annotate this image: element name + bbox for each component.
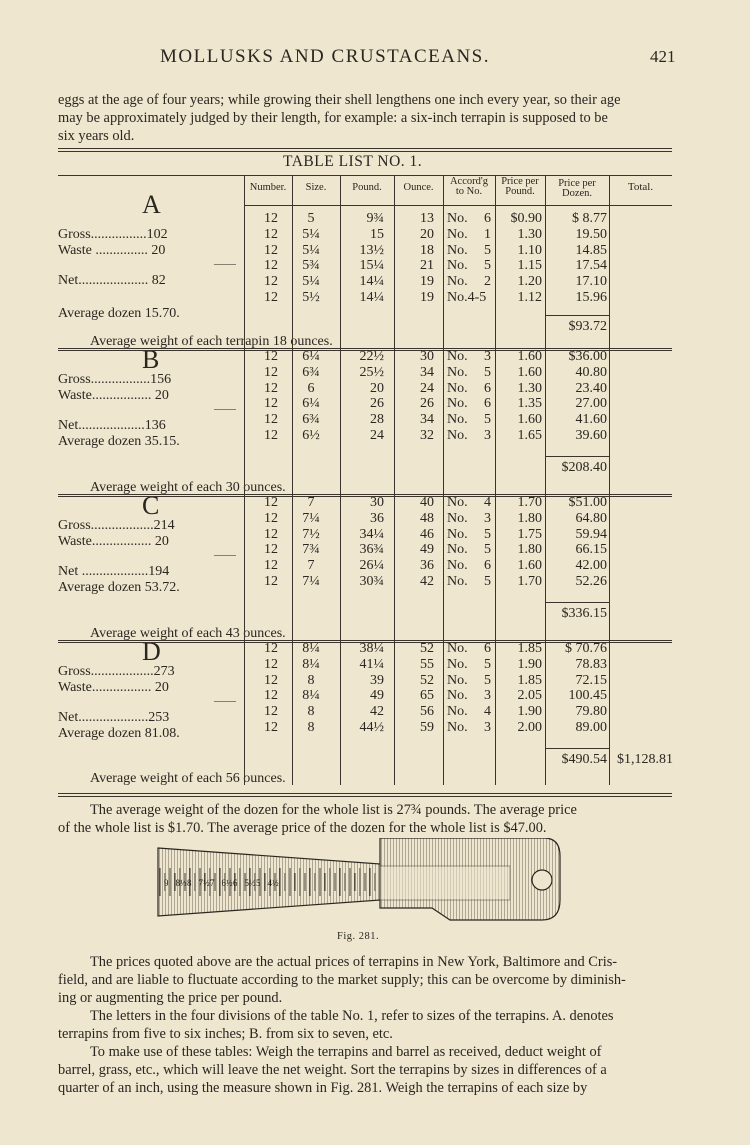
cell-ounce: 49: [420, 542, 434, 558]
cell-number: 12: [264, 672, 278, 688]
cell-size: 7: [307, 558, 315, 574]
cell-ounce: 24: [420, 380, 434, 396]
cell-number: 12: [264, 242, 278, 258]
cell-accord-label: No.: [447, 258, 468, 274]
cell-accord-no: 6: [484, 396, 491, 412]
section-rule: [58, 494, 672, 495]
col-header-pound: Pound.: [352, 182, 382, 193]
cell-pound: 30¾: [359, 574, 384, 589]
cell-size: 7: [307, 495, 315, 510]
body-line-3: ing or augmenting the price per pound.: [58, 990, 283, 1006]
grand-total: $1,128.81: [617, 752, 673, 767]
cell-number: 12: [264, 380, 278, 396]
section-rule-2: [58, 496, 672, 497]
cell-accord-no: 6: [484, 211, 491, 226]
body-line-5: terrapins from five to six inches; B. from six to seven, etc.: [58, 1026, 393, 1042]
col-header-size: Size.: [305, 182, 327, 193]
body-line-1: The prices quoted above are the actual prices of terrapins in New York, Baltimore and Cris-: [90, 954, 618, 970]
cell-size: 7½: [302, 526, 320, 542]
section-rule-2: [58, 642, 672, 643]
ruler-mark: 7½: [198, 878, 210, 888]
cell-accord-no: 5: [484, 258, 491, 274]
cell-number: 12: [264, 349, 278, 364]
cell-ounce: 30: [420, 349, 434, 364]
cell-size: 7¼: [302, 574, 320, 589]
summary-line-1: The average weight of the dozen for the whole list is 27¾ pounds. The average price: [90, 802, 577, 818]
cell-size: 8: [307, 704, 315, 720]
cell-accord-no: 6: [484, 641, 491, 656]
column-rule: [495, 176, 496, 785]
cell-size: 8¼: [302, 641, 320, 656]
col-header-to-no: to No.: [455, 186, 483, 197]
cell-pound: 38¼: [359, 641, 384, 656]
cell-price-per-dozen: $36.00: [568, 349, 607, 364]
col-header-ounce: Ounce.: [403, 182, 434, 193]
column-rule: [545, 176, 546, 785]
cell-ounce: 32: [420, 428, 434, 443]
cell-price-per-dozen: 42.00: [575, 558, 607, 574]
body-line-8: quarter of an inch, using the measure shown in Fig. 281. Weigh the terrapins of each size by: [58, 1080, 588, 1096]
summary-line-2: of the whole list is $1.70. The average price of the dozen for the whole list is $47.00.: [58, 820, 547, 836]
average-dozen: Average dozen 15.70.: [58, 306, 180, 321]
cell-size: 6½: [302, 428, 320, 443]
cell-number: 12: [264, 396, 278, 412]
cell-pound: 44½: [359, 720, 384, 735]
cell-accord-no: 4: [484, 704, 491, 720]
cell-accord-label: No.: [447, 211, 468, 226]
cell-price-per-pound: 1.75: [517, 526, 542, 542]
cell-accord-no: 6: [484, 558, 491, 574]
column-rule: [340, 176, 341, 785]
ruler-mark: 6: [233, 878, 238, 888]
net-line: Net.................... 82: [58, 273, 166, 288]
cell-price-per-dozen: $51.00: [568, 495, 607, 510]
body-line-7: barrel, grass, etc., which will leave the net weight. Sort the terrapins by sizes in differences of a: [58, 1062, 607, 1078]
intro-line-1: eggs at the age of four years; while growing their shell lengthens one inch every year, so their age: [58, 92, 621, 108]
subtotal: $93.72: [568, 319, 607, 334]
cell-price-per-pound: 1.70: [517, 574, 542, 589]
cell-pound: 14¼: [359, 274, 384, 290]
waste-line: Waste ............... 20: [58, 243, 166, 258]
figure-caption: Fig. 281.: [337, 931, 380, 942]
subtotal-rule: [545, 748, 609, 749]
col-header-price-per-dozen-1: Price per: [558, 178, 596, 189]
page-number: 421: [650, 47, 676, 66]
summary-top-rule-2: [58, 796, 672, 797]
cell-pound: 14¼: [359, 290, 384, 305]
cell-price-per-pound: 1.30: [517, 226, 542, 242]
cell-accord-label: No.: [447, 641, 468, 656]
cell-accord-no: 6: [484, 380, 491, 396]
cell-accord-label: No.: [447, 510, 468, 526]
cell-size: 7¾: [302, 542, 320, 558]
cell-accord-label: No.: [447, 574, 468, 589]
cell-accord-no: 3: [484, 688, 491, 704]
cell-accord-label: No.: [447, 688, 468, 704]
dash-line: ——: [214, 695, 236, 707]
cell-pound: 36: [370, 510, 384, 526]
section-letter: C: [142, 491, 160, 520]
cell-price-per-dozen: 41.60: [575, 412, 607, 428]
ruler-mark: 5: [256, 878, 261, 888]
column-rule: [443, 176, 444, 785]
cell-ounce: 48: [420, 510, 434, 526]
cell-price-per-dozen: 64.80: [575, 510, 607, 526]
col-header-according: Accord'g: [449, 176, 489, 187]
cell-accord-no: 5: [484, 574, 491, 589]
cell-accord-label: No.: [447, 720, 468, 735]
cell-accord-label: No.: [447, 558, 468, 574]
cell-accord-no: 4: [484, 495, 491, 510]
col-header-price-per-dozen-2: Dozen.: [561, 188, 593, 199]
cell-price-per-dozen: 19.50: [575, 226, 607, 242]
cell-accord-no: 2: [484, 274, 491, 290]
gross-line: Gross..................273: [58, 664, 175, 679]
subtotal-rule: [545, 602, 609, 603]
body-line-6: To make use of these tables: Weigh the terrapins and barrel as received, deduct weight of: [90, 1044, 602, 1060]
cell-accord-label: No.: [447, 364, 468, 380]
cell-accord-label: No.: [447, 495, 468, 510]
col-header-price-per-pound-1: Price per: [501, 176, 539, 187]
cell-pound: 39: [370, 672, 384, 688]
cell-accord-no: 3: [484, 428, 491, 443]
cell-ounce: 34: [420, 412, 434, 428]
cell-ounce: 56: [420, 704, 434, 720]
cell-price-per-pound: 1.65: [517, 428, 542, 443]
cell-accord-label: No.: [447, 226, 468, 242]
cell-accord-label: No.: [447, 704, 468, 720]
cell-ounce: 19: [420, 274, 434, 290]
summary-top-rule: [58, 793, 672, 794]
cell-ounce: 40: [420, 495, 434, 510]
cell-price-per-pound: 2.00: [517, 720, 542, 735]
cell-accord-no: 1: [484, 226, 491, 242]
subtotal: $490.54: [561, 752, 607, 767]
table-header-bottom-rule: [244, 205, 672, 206]
subtotal-rule: [545, 456, 609, 457]
gross-line: Gross..................214: [58, 518, 175, 533]
cell-price-per-pound: 1.15: [517, 258, 542, 274]
cell-ounce: 20: [420, 226, 434, 242]
table-top-rule-2: [58, 151, 672, 152]
table-title: TABLE LIST NO. 1.: [283, 153, 423, 170]
cell-size: 8: [307, 672, 315, 688]
cell-price-per-dozen: 89.00: [575, 720, 607, 735]
cell-size: 6¼: [302, 349, 320, 364]
cell-pound: 49: [370, 688, 384, 704]
cell-accord-label: No.: [447, 542, 468, 558]
section-letter: B: [142, 345, 160, 374]
cell-ounce: 59: [420, 720, 434, 735]
subtotal: $208.40: [561, 460, 607, 475]
cell-pound: 26: [370, 396, 384, 412]
ruler-mark: 6½: [221, 878, 233, 888]
cell-number: 12: [264, 704, 278, 720]
cell-pound: 42: [370, 704, 384, 720]
cell-number: 12: [264, 364, 278, 380]
cell-size: 8¼: [302, 688, 320, 704]
cell-price-per-pound: 1.70: [517, 495, 542, 510]
cell-ounce: 26: [420, 396, 434, 412]
gross-line: Gross.................156: [58, 372, 172, 387]
cell-pound: 15¼: [359, 258, 384, 274]
cell-accord-no: 3: [484, 510, 491, 526]
column-rule: [292, 176, 293, 785]
cell-pound: 41¼: [359, 656, 384, 672]
cell-pound: 25½: [359, 364, 384, 380]
cell-accord-label: No.: [447, 274, 468, 290]
cell-price-per-dozen: 66.15: [575, 542, 607, 558]
cell-number: 12: [264, 526, 278, 542]
cell-accord-label: No.: [447, 526, 468, 542]
cell-number: 12: [264, 574, 278, 589]
cell-pound: 20: [370, 380, 384, 396]
cell-number: 12: [264, 720, 278, 735]
cell-ounce: 18: [420, 242, 434, 258]
cell-number: 12: [264, 656, 278, 672]
cell-pound: 9¾: [366, 211, 384, 226]
cell-price-per-dozen: 17.10: [575, 274, 607, 290]
cell-number: 12: [264, 211, 278, 226]
cell-ounce: 52: [420, 672, 434, 688]
cell-pound: 30: [370, 495, 384, 510]
cell-number: 12: [264, 688, 278, 704]
ruler-mark: 4½: [267, 878, 279, 888]
body-line-4: The letters in the four divisions of the table No. 1, refer to sizes of the terrapins. A. denotes: [90, 1008, 614, 1024]
cell-price-per-pound: 1.10: [517, 242, 542, 258]
net-line: Net....................253: [58, 710, 170, 725]
subtotal-rule: [545, 315, 609, 316]
cell-price-per-pound: 1.35: [517, 396, 542, 412]
table-top-rule: [58, 148, 672, 149]
cell-size: 5¼: [302, 226, 320, 242]
cell-size: 6: [307, 380, 315, 396]
average-weight: Average weight of each terrapin 18 ounces.: [90, 334, 333, 349]
average-dozen: Average dozen 35.15.: [58, 434, 180, 449]
cell-ounce: 55: [420, 656, 434, 672]
section-letter: A: [142, 190, 161, 219]
cell-ounce: 42: [420, 574, 434, 589]
net-line: Net...................136: [58, 418, 166, 433]
section-rule: [58, 348, 672, 349]
ruler-mark: 9: [164, 878, 169, 888]
cell-accord-label: No.4-5: [447, 290, 487, 305]
cell-number: 12: [264, 510, 278, 526]
cell-accord-label: No.: [447, 242, 468, 258]
dash-line: ——: [214, 549, 236, 561]
cell-price-per-dozen: 52.26: [575, 574, 607, 589]
cell-price-per-pound: 1.60: [517, 364, 542, 380]
average-dozen: Average dozen 81.08.: [58, 726, 180, 741]
cell-ounce: 46: [420, 526, 434, 542]
cell-ounce: 19: [420, 290, 434, 305]
table-header-top-rule: [58, 175, 672, 176]
cell-pound: 15: [370, 226, 384, 242]
cell-accord-no: 5: [484, 542, 491, 558]
average-dozen: Average dozen 53.72.: [58, 580, 180, 595]
intro-line-3: six years old.: [58, 128, 135, 144]
cell-size: 5¼: [302, 274, 320, 290]
cell-accord-no: 5: [484, 526, 491, 542]
cell-price-per-dozen: 39.60: [575, 428, 607, 443]
cell-pound: 34¼: [359, 526, 384, 542]
terrapin-measure-figure: [150, 838, 570, 930]
cell-pound: 13½: [359, 242, 384, 258]
cell-price-per-dozen: 72.15: [575, 672, 607, 688]
cell-price-per-pound: 1.60: [517, 412, 542, 428]
cell-pound: 28: [370, 412, 384, 428]
gauge-hole: [532, 870, 552, 890]
cell-size: 5¾: [302, 258, 320, 274]
cell-price-per-dozen: 78.83: [575, 656, 607, 672]
section-rule-2: [58, 350, 672, 351]
cell-ounce: 21: [420, 258, 434, 274]
cell-price-per-pound: 1.85: [517, 641, 542, 656]
cell-number: 12: [264, 641, 278, 656]
cell-price-per-pound: 1.90: [517, 704, 542, 720]
cell-ounce: 52: [420, 641, 434, 656]
cell-accord-label: No.: [447, 349, 468, 364]
column-rule: [244, 176, 245, 785]
cell-size: 7¼: [302, 510, 320, 526]
waste-line: Waste................. 20: [58, 680, 169, 695]
cell-accord-no: 5: [484, 242, 491, 258]
cell-price-per-pound: 1.60: [517, 558, 542, 574]
average-weight: Average weight of each 30 ounces.: [90, 480, 286, 495]
cell-price-per-dozen: 27.00: [575, 396, 607, 412]
cell-price-per-pound: 1.20: [517, 274, 542, 290]
cell-pound: 24: [370, 428, 384, 443]
cell-price-per-pound: 1.12: [517, 290, 542, 305]
cell-price-per-dozen: $ 70.76: [565, 641, 607, 656]
cell-price-per-dozen: 23.40: [575, 380, 607, 396]
cell-accord-label: No.: [447, 396, 468, 412]
cell-number: 12: [264, 290, 278, 305]
cell-accord-no: 3: [484, 720, 491, 735]
cell-price-per-pound: 1.90: [517, 656, 542, 672]
cell-accord-no: 3: [484, 349, 491, 364]
cell-size: 5: [307, 211, 315, 226]
cell-number: 12: [264, 412, 278, 428]
cell-number: 12: [264, 495, 278, 510]
cell-pound: 26¼: [359, 558, 384, 574]
section-letter: D: [142, 637, 161, 666]
net-line: Net ...................194: [58, 564, 170, 579]
cell-accord-no: 5: [484, 656, 491, 672]
cell-accord-label: No.: [447, 428, 468, 443]
running-head: MOLLUSKS AND CRUSTACEANS.: [160, 46, 490, 67]
ruler-mark: 8½: [175, 878, 187, 888]
ruler-mark: 8: [187, 878, 192, 888]
cell-number: 12: [264, 428, 278, 443]
cell-price-per-dozen: 17.54: [575, 258, 607, 274]
cell-accord-no: 5: [484, 412, 491, 428]
cell-price-per-pound: 1.80: [517, 510, 542, 526]
average-weight: Average weight of each 43 ounces.: [90, 626, 286, 641]
col-header-total: Total.: [627, 181, 654, 193]
dash-line: ——: [214, 403, 236, 415]
cell-number: 12: [264, 258, 278, 274]
cell-accord-label: No.: [447, 380, 468, 396]
cell-pound: 22½: [359, 349, 384, 364]
cell-number: 12: [264, 542, 278, 558]
cell-price-per-dozen: 40.80: [575, 364, 607, 380]
cell-ounce: 34: [420, 364, 434, 380]
cell-number: 12: [264, 558, 278, 574]
cell-accord-no: 5: [484, 672, 491, 688]
average-weight: Average weight of each 56 ounces.: [90, 771, 286, 786]
cell-price-per-dozen: 14.85: [575, 242, 607, 258]
cell-size: 6¾: [302, 364, 320, 380]
cell-price-per-dozen: 100.45: [568, 688, 607, 704]
cell-size: 6¼: [302, 396, 320, 412]
column-rule: [609, 176, 610, 785]
dash-line: ——: [214, 258, 236, 270]
cell-price-per-pound: $0.90: [510, 211, 542, 226]
cell-pound: 36¾: [359, 542, 384, 558]
intro-line-2: may be approximately judged by their length, for example: a six-inch terrapin is supposed to be: [58, 110, 608, 126]
cell-ounce: 13: [420, 211, 434, 226]
cell-ounce: 36: [420, 558, 434, 574]
cell-price-per-pound: 1.60: [517, 349, 542, 364]
col-header-number: Number.: [249, 182, 287, 193]
cell-size: 5½: [302, 290, 320, 305]
cell-size: 6¾: [302, 412, 320, 428]
cell-number: 12: [264, 274, 278, 290]
cell-price-per-dozen: 79.80: [575, 704, 607, 720]
cell-price-per-pound: 1.30: [517, 380, 542, 396]
cell-accord-no: 5: [484, 364, 491, 380]
body-line-2: field, and are liable to fluctuate according to the market supply; this can be overcome by diminish-: [58, 972, 626, 988]
cell-size: 8: [307, 720, 315, 735]
col-header-price-per-pound-2: Pound.: [505, 186, 535, 197]
cell-price-per-dozen: 15.96: [575, 290, 607, 305]
cell-number: 12: [264, 226, 278, 242]
cell-accord-label: No.: [447, 672, 468, 688]
section-rule: [58, 640, 672, 641]
cell-size: 8¼: [302, 656, 320, 672]
cell-price-per-pound: 1.80: [517, 542, 542, 558]
column-rule: [394, 176, 395, 785]
ruler-mark: 7: [210, 878, 215, 888]
waste-line: Waste................. 20: [58, 388, 169, 403]
cell-price-per-dozen: $ 8.77: [572, 211, 607, 226]
cell-size: 5¼: [302, 242, 320, 258]
gross-line: Gross................102: [58, 227, 168, 242]
cell-accord-label: No.: [447, 656, 468, 672]
cell-price-per-pound: 2.05: [517, 688, 542, 704]
ruler-mark: 5½: [244, 878, 256, 888]
cell-price-per-pound: 1.85: [517, 672, 542, 688]
cell-price-per-dozen: 59.94: [575, 526, 607, 542]
subtotal: $336.15: [561, 606, 607, 621]
waste-line: Waste................. 20: [58, 534, 169, 549]
cell-accord-label: No.: [447, 412, 468, 428]
cell-ounce: 65: [420, 688, 434, 704]
